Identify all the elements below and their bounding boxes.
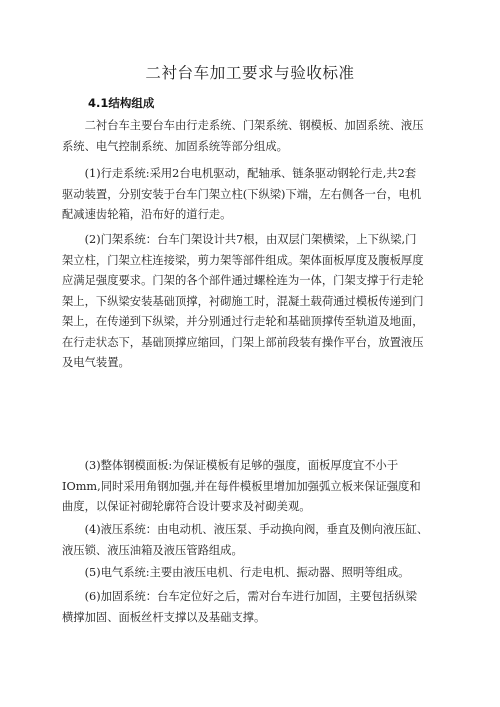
paragraph-line: (1)行走系统:采用2台电机驱动，配轴承、链条驱动钢轮行走,共2套 bbox=[62, 167, 417, 180]
section-heading: 4.1结构组成 bbox=[88, 96, 155, 110]
paragraph-line: (2)门架系统：台车门架设计共7根，由双层门架横梁，上下纵梁,门 bbox=[62, 233, 417, 246]
paragraph-line: 液压锁、液压油箱及液压管路组成。 bbox=[62, 543, 243, 557]
paragraph-line: 架立柱，门架立柱连接梁，剪力架等部件组成。架体面板厚度及腹板厚度 bbox=[62, 253, 424, 267]
paragraph-line: 架上，在传递到下纵梁，并分别通过行走轮和基础顶撑传至轨道及地面， bbox=[62, 315, 424, 328]
paragraph-overview bbox=[62, 116, 462, 157]
paragraph-line: (4)液压系统：由电动机、液压泵、手动换向阀，垂直及侧向液压缸、 bbox=[62, 523, 429, 536]
paragraph-electrical-system bbox=[62, 563, 462, 584]
paragraph-line: (6)加固系统：台车定位好之后，需对台车进行加固，主要包括纵梁 bbox=[62, 590, 417, 603]
paragraph-line: (5)电气系统:主要由液压电机、行走电机、振动器、照明等组成。 bbox=[62, 566, 410, 579]
paragraph-line: 二衬台车主要台车由行走系统、门架系统、钢模板、加固系统、液压 bbox=[62, 119, 424, 132]
paragraph-line: 及电气装置。 bbox=[62, 356, 130, 369]
paragraph-line: 驱动装置，分别安装于台车门架立柱(下纵梁)下端，左右侧各一台，电机 bbox=[62, 187, 422, 201]
paragraph-line: (3)整体钢模面板:为保证模板有足够的强度，面板厚度宜不小于 bbox=[62, 459, 399, 472]
paragraph-line: 在行走状态下，基础顶撑应缩回，门架上部前段装有操作平台，放置液压 bbox=[62, 335, 424, 349]
paragraph-steel-formwork bbox=[62, 456, 462, 518]
paragraph-line: 应满足强度要求。门架的各个部件通过螺栓连为一体，门架支撑于行走轮 bbox=[62, 274, 424, 287]
paragraph-hydraulic-system bbox=[62, 520, 462, 561]
paragraph-line: 横撑加固、面板丝杆支撑以及基础支撑。 bbox=[62, 610, 266, 624]
paragraph-line: 架上，下纵梁安装基础顶撑，衬砌施工时，混凝土载荷通过模板传递到门 bbox=[62, 294, 424, 308]
paragraph-line: IOmm,同时采用角钢加强,并在每件模板里增加加强弧立板来保证强度和 bbox=[62, 479, 421, 493]
paragraph-line: 系统、电气控制系统、加固系统等部分组成。 bbox=[62, 139, 288, 153]
paragraph-travel-system bbox=[62, 164, 462, 226]
paragraph-line: 配减速齿轮箱，沿布好的道行走。 bbox=[62, 208, 232, 221]
paragraph-reinforcement-system bbox=[62, 587, 462, 628]
paragraph-line: 曲度，以保证衬砌轮廓符合设计要求及衬砌美观。 bbox=[62, 500, 311, 513]
document-title: 二衬台车加工要求与验收标准 bbox=[145, 64, 355, 82]
paragraph-gantry-system bbox=[62, 230, 462, 374]
